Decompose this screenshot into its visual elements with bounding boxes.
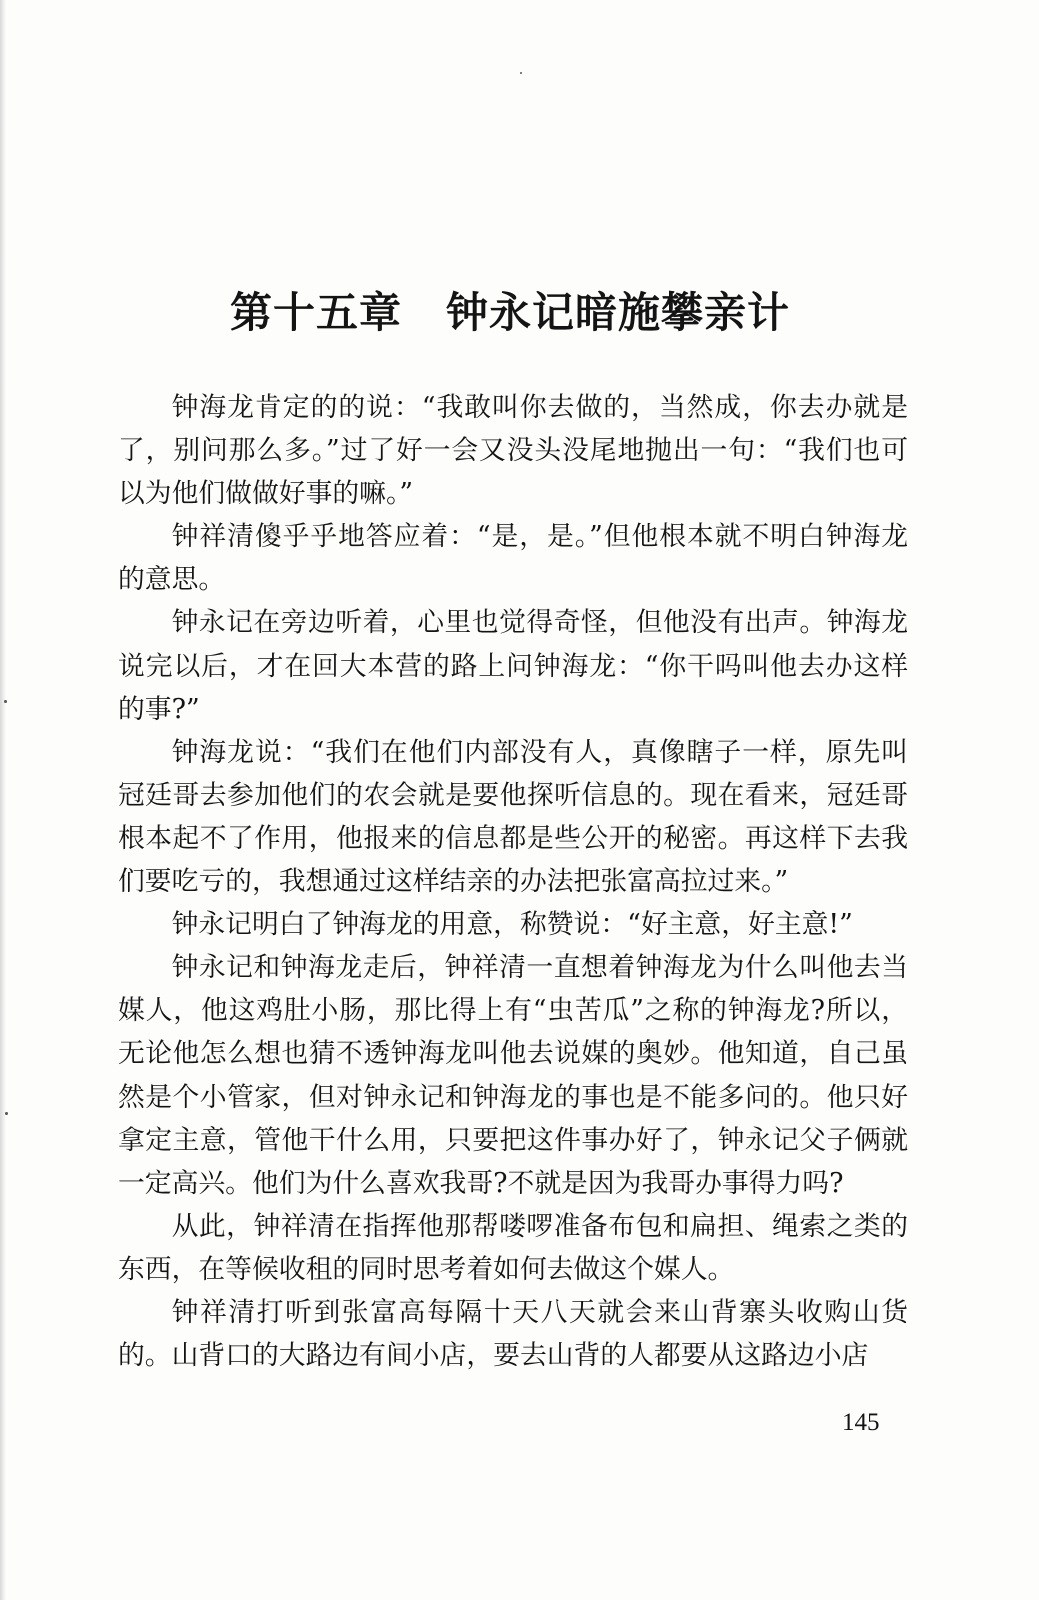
paragraph: 从此，钟祥清在指挥他那帮喽啰准备布包和扁担、绳索之类的东西，在等候收租的同时思考着如何去做这个媒人。: [118, 1210, 908, 1285]
chapter-heading: [0, 280, 1020, 340]
chapter-number: 第十五章: [229, 288, 402, 338]
paragraph: 钟海龙肯定的的说：“我敢叫你去做的，当然成，你去办就是了，别问那么多。”过了好一会又没头没尾地抛出一句：“我们也可以为他们做做好事的嘛。”: [118, 392, 908, 510]
page-edge-shadow: [0, 0, 6, 1600]
paragraph: 钟海龙说：“我们在他们内部没有人，真像瞎子一样，原先叫冠廷哥去参加他们的农会就是要他探听信息的。现在看来，冠廷哥根本起不了作用，他报来的信息都是些公开的秘密。再这样下去我们要吃亏的，我想通过这样结亲的办法把张富高拉过来。”: [118, 736, 908, 898]
scan-speck: [5, 1112, 8, 1115]
scan-speck: [4, 700, 7, 703]
page-number: 145: [842, 1409, 880, 1436]
paragraph: 钟祥清傻乎乎地答应着：“是，是。”但他根本就不明白钟海龙的意思。: [118, 521, 908, 596]
paragraph: 钟永记在旁边听着，心里也觉得奇怪，但他没有出声。钟海龙说完以后，才在回大本营的路上问钟海龙：“你干吗叫他去办这样的事?”: [118, 607, 908, 725]
chapter-title: 钟永记暗施攀亲计: [446, 288, 791, 338]
paragraph: 钟永记明白了钟海龙的用意，称赞说：“好主意，好主意!”: [171, 909, 853, 941]
scan-speck: [520, 72, 522, 74]
body-text: [118, 386, 908, 1377]
paragraph: 钟永记和钟海龙走后，钟祥清一直想着钟海龙为什么叫他去当媒人，他这鸡肚小肠，那比得上有“虫苦瓜”之称的钟海龙?所以，无论他怎么想也猜不透钟海龙叫他去说媒的奥妙。他知道，自己虽然是个小管家，但对钟永记和钟海龙的事也是不能多问的。他只好拿定主意，管他干什么用，只要把这件事办好了，钟永记父子俩就一定高兴。他们为什么喜欢我哥?不就是因为我哥办事得力吗?: [118, 952, 908, 1199]
paragraph: 钟祥清打听到张富高每隔十天八天就会来山背寨头收购山货的。山背口的大路边有间小店，要去山背的人都要从这路边小店: [118, 1296, 908, 1372]
